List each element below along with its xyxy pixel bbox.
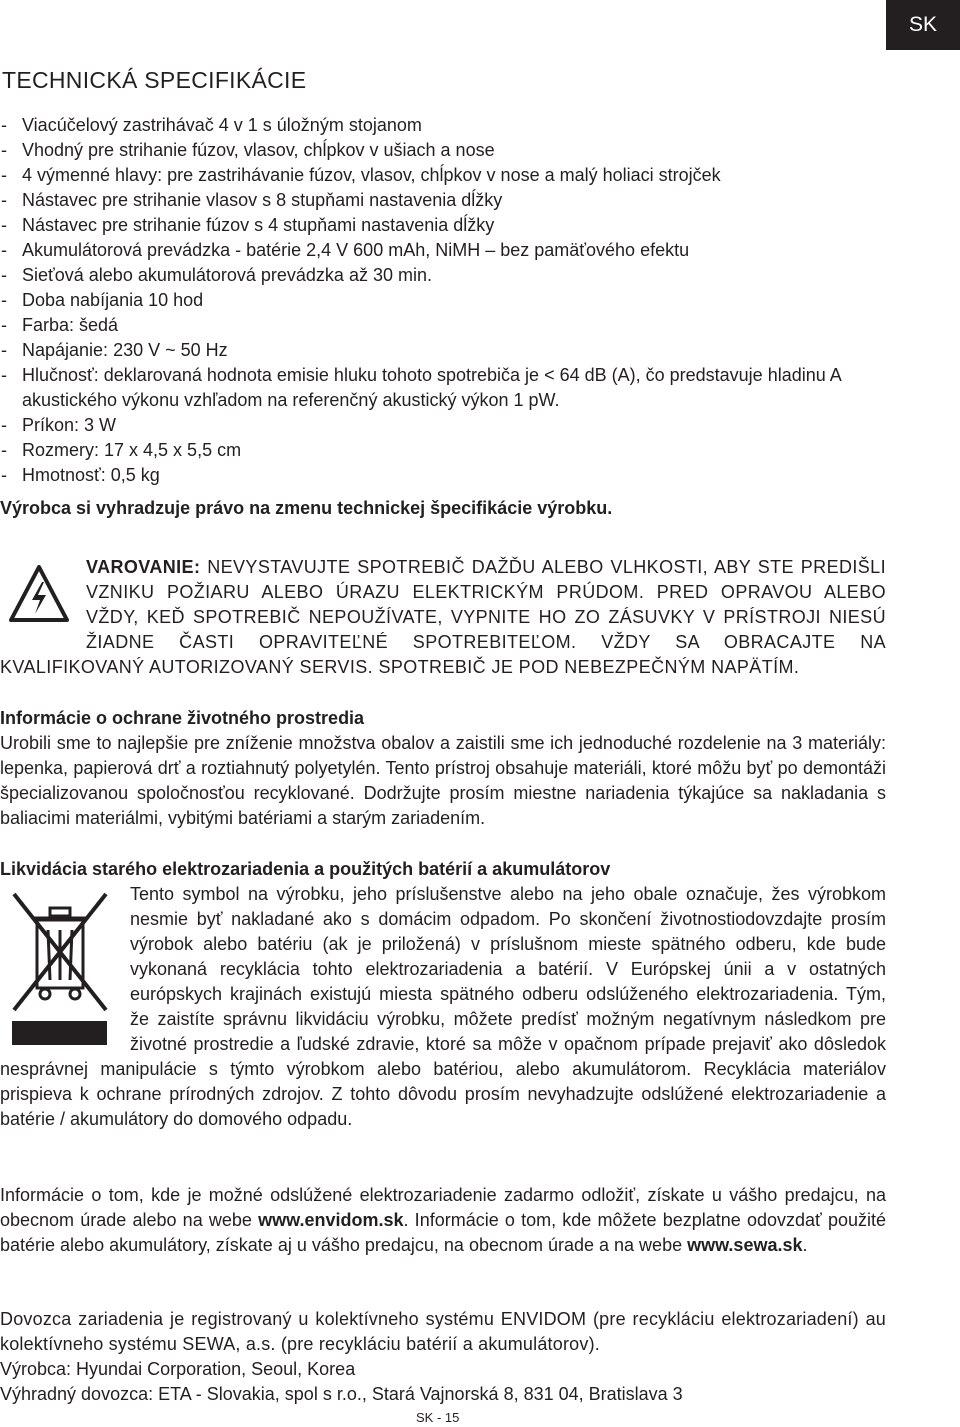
spec-item: - Viacúčelový zastrihávač 4 v 1 s úložným stojanom [1, 115, 422, 135]
page-title: TECHNICKÁ SPECIFIKÁCIE [2, 67, 307, 93]
spec-item: - Hmotnosť: 0,5 kg [1, 465, 160, 485]
environment-text: Urobili sme to najlepšie pre zníženie množstva obalov a zaistili sme ich jednoduché rozdelenie na 3 materiály: lepenka, papierová drť a roztiahnutý polyetylén. Tento prístroj obsahuje materiáli, ktoré môžu byť po demontáži špecializovanou spoločnosťou recyklované. Dodržujte prosím miestne nariadenia týkajúce sa nakladania s baliacimi materiálmi, vybitými batériami a starým zariadením. [0, 733, 886, 828]
warning-label: VAROVANIE: [86, 557, 201, 577]
environment-heading: Informácie o ochrane životného prostredia [0, 708, 365, 728]
spec-item: - Nástavec pre strihanie fúzov s 4 stupňami nastavenia dĺžky [1, 215, 495, 235]
spec-item: - Napájanie: 230 V ~ 50 Hz [1, 340, 228, 360]
spec-item: - Sieťová alebo akumulátorová prevádzka až 30 min. [1, 265, 432, 285]
info-text: Informácie o tom, kde je možné odslúžené elektrozariadenie zadarmo odložiť, získate u vášho predajcu, na obecnom úrade alebo na webe www.envidom.sk. Informácie o tom, kde môžete bezplatne odovzdať použité batérie alebo akumulátory, získate aj u vášho predajcu, na obecnom úrade a na webe www.sewa.sk. [0, 1185, 886, 1255]
environment-section [0, 706, 886, 831]
sewa-link[interactable]: www.sewa.sk [687, 1235, 803, 1255]
disclaimer: Výrobca si vyhradzuje právo na zmenu technickej špecifikácie výrobku. [0, 498, 613, 518]
disposal-heading: Likvidácia starého elektrozariadenia a použitých batérií a akumulátorov [0, 859, 611, 879]
language-tab: SK [886, 0, 960, 50]
spec-item: - Príkon: 3 W [1, 415, 117, 435]
spec-item: - 4 výmenné hlavy: pre zastrihávanie fúzov, vlasov, chĺpkov v nose a malý holiaci strojček [1, 165, 721, 185]
spec-item: - Akumulátorová prevádzka - batérie 2,4 V 600 mAh, NiMH – bez pamäťového efektu [1, 240, 690, 260]
spec-list [0, 113, 905, 488]
importer-line: Výhradný dovozca: ETA - Slovakia, spol s r.o., Stará Vajnorská 8, 831 04, Bratislava 3 [0, 1384, 683, 1404]
spec-item: - Hlučnosť: deklarovaná hodnota emisie hluku tohoto spotrebiča je < 64 dB (A), čo predstavuje hladinu A akustického výkonu vzhľadom na referenčný akustický výkon 1 pW. [1, 365, 841, 410]
spec-item: - Nástavec pre strihanie vlasov s 8 stupňami nastavenia dĺžky [1, 190, 503, 210]
page-number: SK - 15 [416, 1410, 460, 1425]
manufacturer-line: Výrobca: Hyundai Corporation, Seoul, Korea [0, 1359, 356, 1379]
envidom-link[interactable]: www.envidom.sk [258, 1210, 404, 1230]
spec-item: - Rozmery: 17 x 4,5 x 5,5 cm [1, 440, 242, 460]
spec-item: - Vhodný pre strihanie fúzov, vlasov, chĺpkov v ušiach a nose [1, 140, 495, 160]
warning-text: VAROVANIE: NEVYSTAVUJTE SPOTREBIČ DAŽĎU ALEBO VLHKOSTI, ABY STE PREDIŠLI VZNIKU POŽIARU ALEBO ÚRAZU ELEKTRICKÝM PRÚDOM. PRED OPRAVOU ALEBO VŽDY, KEĎ SPOTREBIČ NEPOUŽÍVATE, VYPNITE HO ZO ZÁSUVKY V PRÍSTROJI NIESÚ ŽIADNE ČASTI OPRAVITEĽNÉ SPOTREBITEĽOM. VŽDY SA OBRACAJTE NA KVALIFIKOVANÝ AUTORIZOVANÝ SERVIS. SPOTREBIČ JE POD NEBEZPEČNÝM NAPÄTÍM. [0, 557, 886, 677]
spec-item: - Farba: šedá [1, 315, 119, 335]
disposal-text: Tento symbol na výrobku, jeho príslušenstve alebo na jeho obale označuje, žes výrobkom nesmie byť nakladané ako s domácim odpadom. Po skončení životnostiodovzdajte prosím výrobok alebo batériu (ak je priložená) v príslušnom mieste spätného odberu, kde bude vykonaná recyklácia tohto elektrozariadenia a batérií. V Európskej únii a v ostatných európskych krajinách existujú miesta spätného odberu odslúženého elektrozariadenia. Tým, že zaistíte správnu likvidáciu výrobku, môžete predísť možným negatívnym následkom pre životné prostredie a ľudské zdravie, ktoré sa môže v opačnom prípade prejaviť ako dôsledok nesprávnej manipulácie s týmto výrobkom alebo batériou, alebo akumulátorom. Recyklácia materiálov prispieva k ochrane prírodných zdrojov. Z tohto dôvodu prosím nevyhadzujte odslúžené elektrozariadenie a batérie / akumulátory do domového odpadu. [0, 884, 886, 1129]
spec-item: - Doba nabíjania 10 hod [1, 290, 204, 310]
importer-registration-text: Dovozca zariadenia je registrovaný u kolektívneho systému ENVIDOM (pre recykláciu elektrozariadení) au kolektívneho systému SEWA, a.s. (pre recykláciu batérií a akumulátorov). [0, 1309, 886, 1354]
